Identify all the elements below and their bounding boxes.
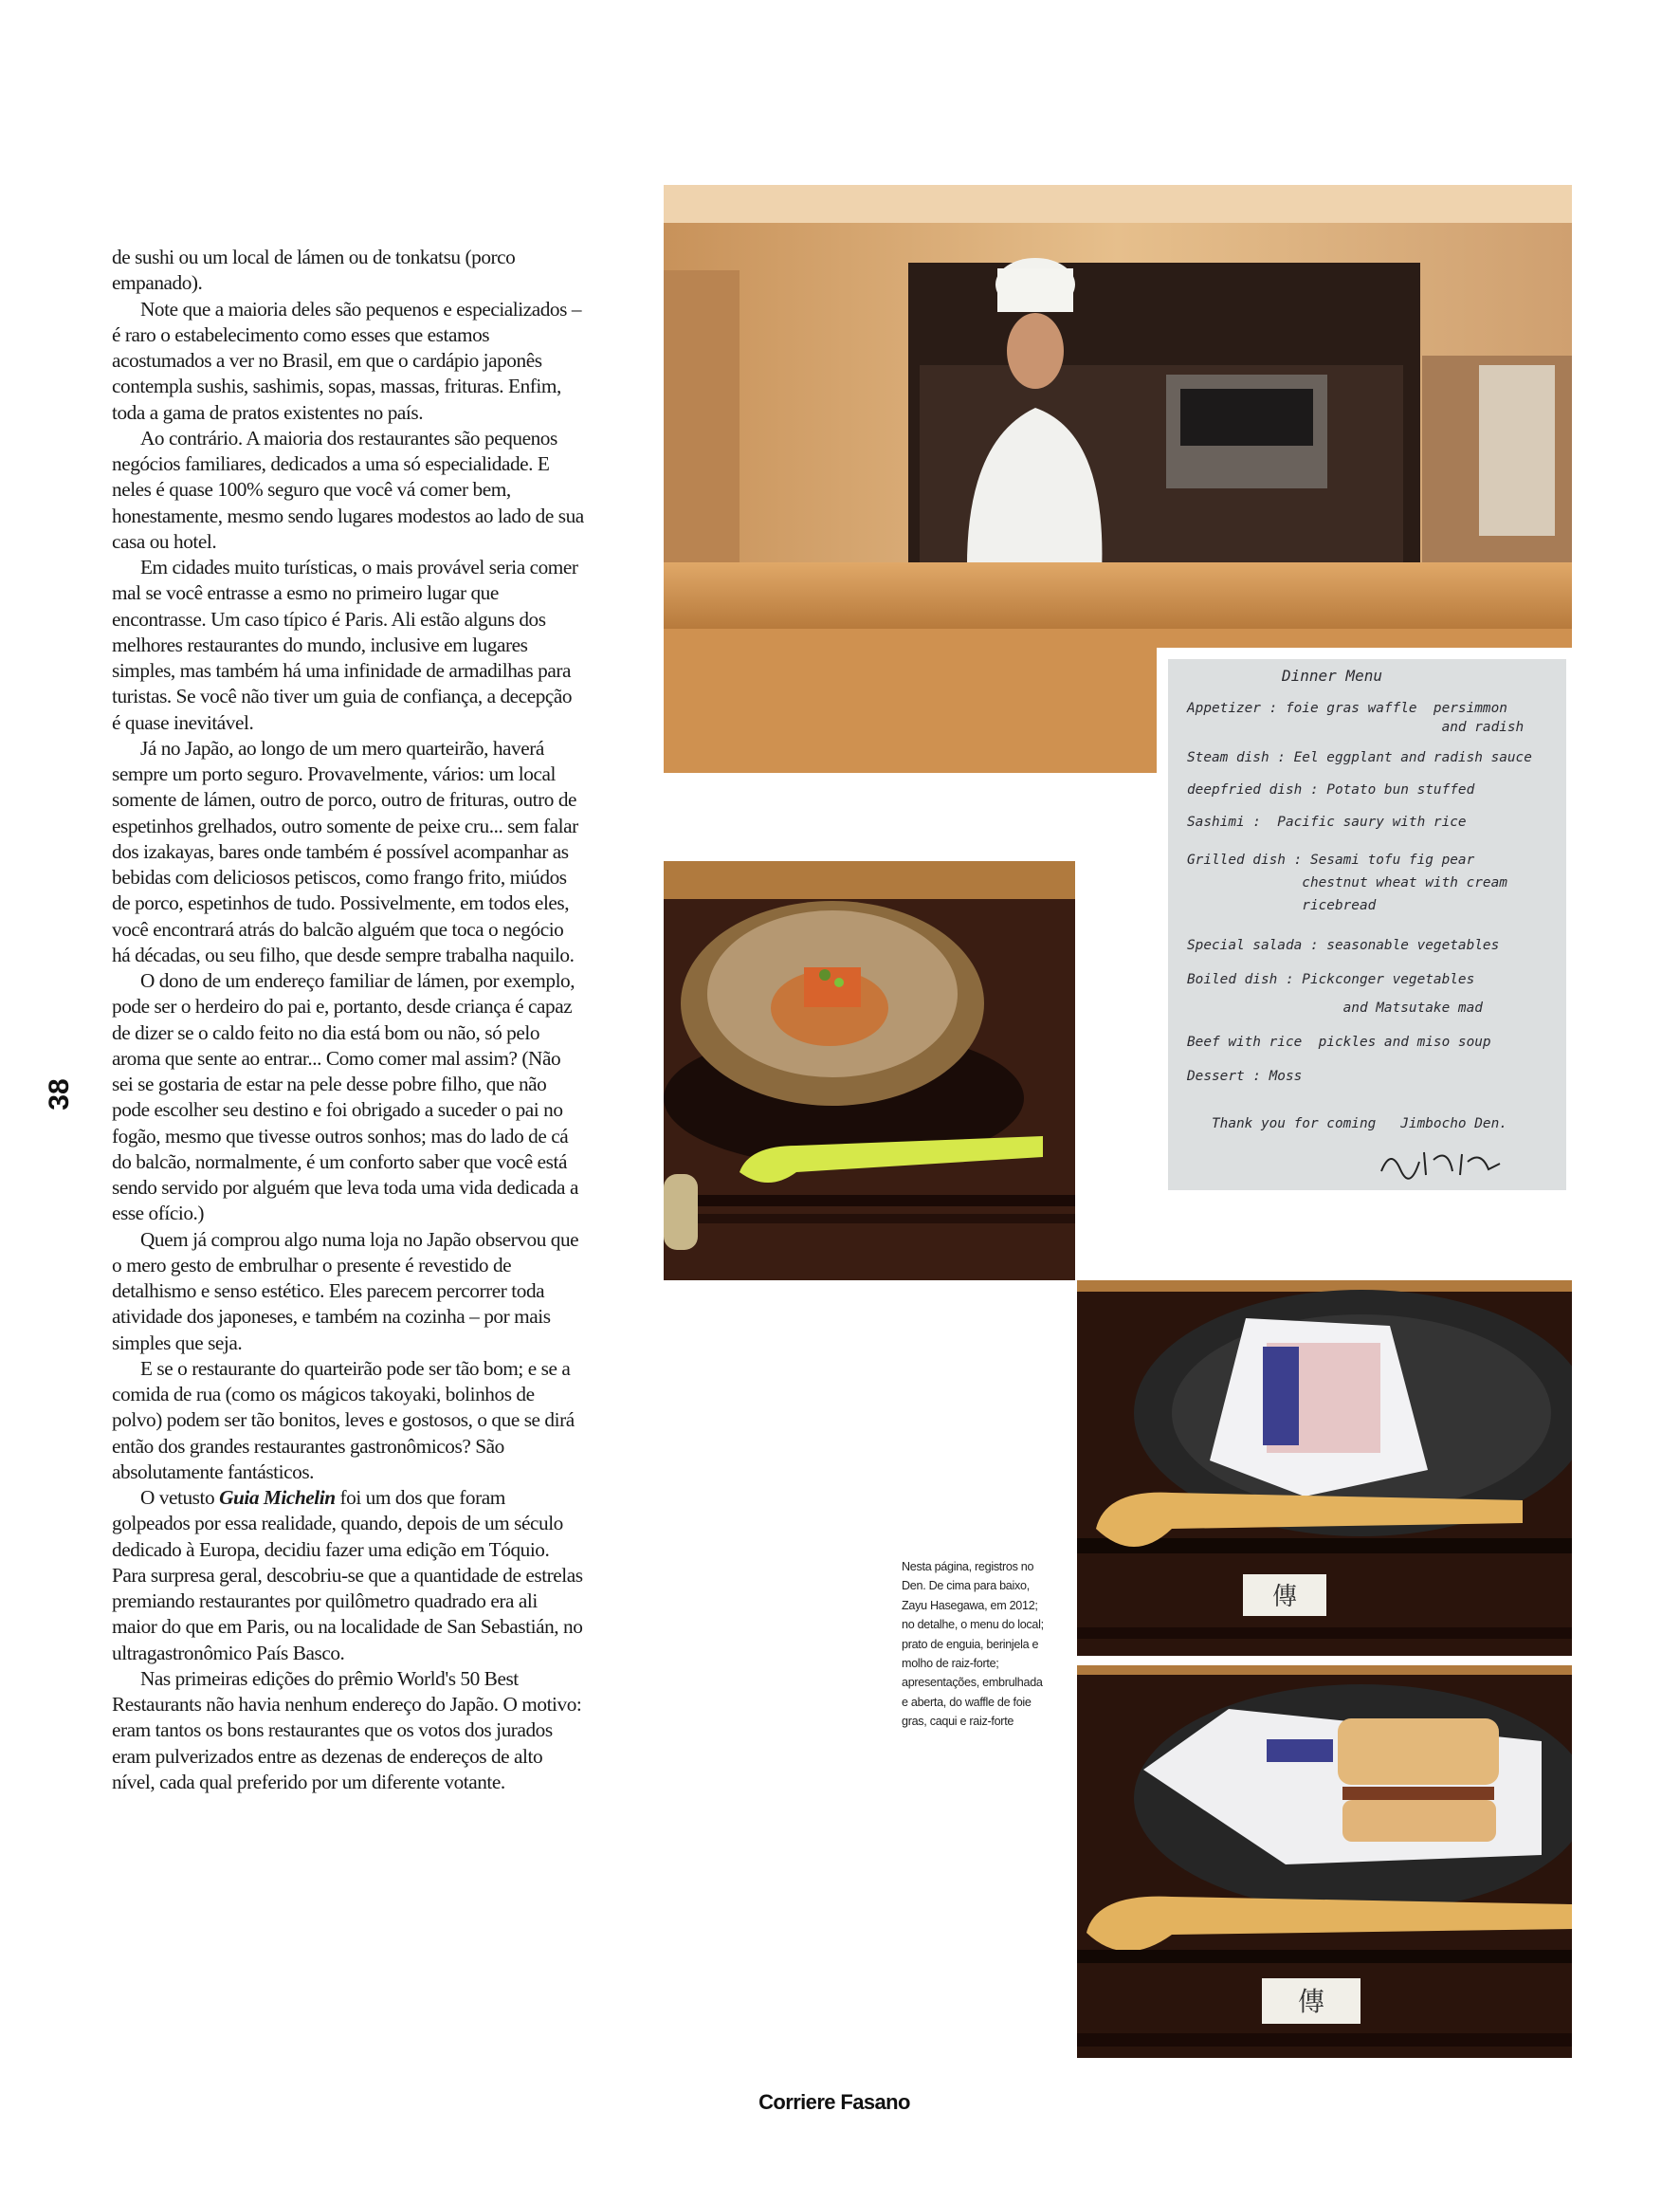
article-paragraph: de sushi ou um local de lámen ou de tonkatsu (porco empanado). (112, 246, 516, 295)
footer-publication-name: Corriere Fasano (758, 2090, 910, 2114)
menu-line: Grilled dish : Sesami tofu fig pear (1187, 853, 1475, 868)
open-waffle-photo (1077, 1665, 1572, 2058)
page-number: 38 (44, 1078, 75, 1111)
photo-caption: Nesta página, registros no Den. De cima para baixo, Zayu Hasegawa, em 2012; no detalhe, o menu do local; prato de enguia, berinjela e molho de raiz-forte; apresentações, embrulhada e aberta, do waffle de foie gras, caqui e raiz-forte (902, 1560, 1044, 1729)
menu-line: Dessert : Moss (1187, 1069, 1303, 1084)
article-paragraph: Note que a maioria deles são pequenos e especializados – é raro o estabelecimento como esses que estamos acostumados a ver no Brasil, em que o cardápio japonês contempla sushis, sashimis, sopas, massas, frituras. Enfim, toda a gama de pratos existentes no país. (112, 297, 582, 424)
menu-line: Special salada : seasonable vegetables (1187, 938, 1500, 953)
article-paragraph: Em cidades muito turísticas, o mais provável seria comer mal se você entrasse a esmo no primeiro lugar que encontrasse. Um caso típico é Paris. Ali estão alguns dos melhores restaurantes do mundo, inclusive em lugares simples, mas também há uma infinidade de armadilhas para turistas. Se você não tiver um guia de confiança, a decepção é quase inevitável. (112, 556, 578, 734)
article-paragraph: O dono de um endereço familiar de lámen, por exemplo, pode ser o herdeiro do pai e, portanto, desde criança é capaz de dizer se o caldo feito no dia está bom ou não, só pelo aroma que sente ao entrar... Como comer mal assim? (Não sei se gostaria de estar na pele desse pobre filho, que não pode escolher seu destino e foi obrigado a suceder o pai no fogão, mesmo que tivesse outros sonhos; mas do lado de cá do balcão, normalmente, é um conforto saber que você está sendo servido por alguém que leva toda uma vida dedicada a esse ofício.) (112, 969, 578, 1225)
menu-line: chestnut wheat with cream (1187, 875, 1507, 891)
svg-text:傳: 傳 (1271, 1583, 1298, 1611)
menu-card-title: Dinner Menu (1282, 667, 1382, 685)
article-paragraph: Nas primeiras edições do prêmio World's 50 Best Restaurants não havia nenhum endereço do Japão. O motivo: eram tantos os bons restaurantes que os votos dos jurados eram pulverizados entre as dezenas de endereços de alto nível, cada qual preferido por um diferente votante. (112, 1666, 582, 1793)
michelin-text-pre: O vetusto (140, 1486, 220, 1509)
article-paragraph: Ao contrário. A maioria dos restaurantes são pequenos negócios familiares, dedicados a uma só especialidade. E neles é quase 100% seguro que você vá comer bem, honestamente, mesmo sendo lugares modestos ao lado de sua casa ou hotel. (112, 426, 584, 553)
eel-dish-photo (664, 861, 1075, 1280)
menu-line: and Matsutake mad (1187, 1001, 1483, 1016)
svg-text:傳: 傳 (1297, 1986, 1325, 2017)
michelin-text-post: foi um dos que foram golpeados por essa realidade, quando, depois de um século dedicado à Europa, decidiu fazer uma edição em Tóquio. Para surpresa geral, descobriu-se que a quantidade de estrelas premiando restaurantes por quilômetro quadrado era ali maior do que em Paris, ou na localidade de San Sebastián, no ultragastronômico País Basco. (112, 1486, 583, 1664)
menu-line: Thank you for coming Jimbocho Den. (1187, 1116, 1507, 1131)
signature-icon (1377, 1143, 1519, 1181)
michelin-guide-title: Guia Michelin (219, 1486, 336, 1509)
menu-line: Appetizer : foie gras waffle persimmon (1187, 701, 1507, 716)
menu-card (1168, 659, 1566, 1190)
menu-line: ricebread (1187, 898, 1377, 913)
menu-card-lines (1187, 670, 1566, 1131)
article-paragraph: Já no Japão, ao longo de um mero quarteirão, haverá sempre um porto seguro. Provavelmente, vários: um local somente de lámen, outro de porco, outro de frituras, outro de espetinhos grelhados, outro somente de peixe cru... sem falar dos izakayas, bares onde também é possível acompanhar as bebidas com deliciosos petiscos, como frango frito, miúdos de porco, espetinhos de tudo. Possivelmente, em todos eles, você encontrará atrás do balcão alguém que toca o negócio há décadas, ou seu filho, que desde sempre trabalha naquilo. (112, 736, 578, 966)
article-body (112, 245, 584, 1795)
menu-line: Steam dish : Eel eggplant and radish sauce (1187, 750, 1532, 765)
menu-line: Beef with rice pickles and miso soup (1187, 1035, 1491, 1050)
menu-line: deepfried dish : Potato bun stuffed (1187, 782, 1475, 798)
article-paragraph: Quem já comprou algo numa loja no Japão observou que o mero gesto de embrulhar o presente é revestido de detalhismo e senso estético. Eles parecem percorrer toda atividade dos japoneses, e também na cozinha – por mais simples que seja. (112, 1227, 579, 1354)
menu-card-photo (1157, 648, 1574, 1192)
menu-line: Boiled dish : Pickconger vegetables (1187, 972, 1475, 987)
article-paragraph-michelin (112, 1485, 584, 1666)
menu-line: Sashimi : Pacific saury with rice (1187, 815, 1467, 830)
article-paragraph: E se o restaurante do quarteirão pode ser tão bom; e se a comida de rua (como os mágicos takoyaki, bolinhos de polvo) podem ser tão bonitos, leves e gostosos, o que se dirá então dos grandes restaurantes gastronômicos? São absolutamente fantásticos. (112, 1356, 575, 1483)
menu-line: and radish (1187, 720, 1525, 735)
wrapped-waffle-photo (1077, 1280, 1572, 1656)
